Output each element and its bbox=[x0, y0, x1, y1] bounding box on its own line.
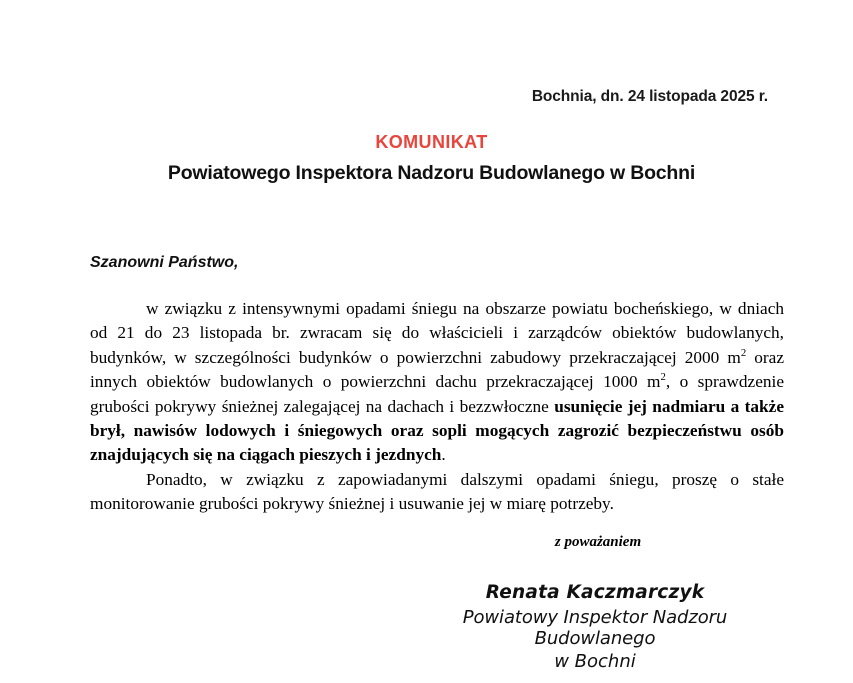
paragraph1-part4: . bbox=[441, 445, 446, 465]
signatory-role-line-1: Powiatowy Inspektor Nadzoru Budowlanego bbox=[462, 607, 728, 649]
signatory-name: Renata Kaczmarczyk bbox=[485, 582, 705, 603]
body-text bbox=[90, 297, 784, 517]
body-paragraph-2: Ponadto, w związku z zapowiadanymi dalszymi opadami śniegu, proszę o stałe monitorowanie grubości pokrywy śnieżnej i usuwanie jej w miarę potrzeby. bbox=[90, 469, 784, 514]
signature-block bbox=[400, 534, 790, 672]
paragraph1-superscript-1: 2 bbox=[740, 347, 747, 360]
date-line: Bochnia, dn. 24 listopada 2025 r. bbox=[531, 88, 768, 105]
page-title: KOMUNIKAT bbox=[375, 132, 488, 152]
salutation: Szanowni Państwo, bbox=[90, 254, 239, 271]
paragraph1-part1: w związku z intensywnymi opadami śniegu na obszarze powiatu bocheńskiego, w dniach od 21 do 23 listopada br. zwracam się do właścicieli i zarządców obiektów budowlanych, budynków, w szczególności budynków o powierzchni zabudowy przekraczającej 2000 m bbox=[90, 299, 784, 367]
signature-regards: z poważaniem bbox=[554, 534, 642, 550]
body-paragraph-1 bbox=[90, 297, 784, 468]
paragraph1-part3: , o sprawdzenie grubości pokrywy śnieżnej zalegającej na dachach i bezzwłoczne bbox=[90, 372, 785, 416]
paragraph1-emphasis: usunięcie jej nadmiaru a także brył, nawisów lodowych i śniegowych oraz sopli mogących zagrozić bezpieczeństwu osób znajdujących się na ciągach pieszych i jezdnych bbox=[90, 396, 784, 465]
paragraph1-part2: oraz innych obiektów budowlanych o powierzchni dachu przekraczającej 1000 m bbox=[90, 347, 784, 392]
title-block bbox=[0, 132, 853, 185]
paragraph1-superscript-2: 2 bbox=[660, 371, 666, 384]
signatory-role-line-2: w Bochni bbox=[554, 651, 636, 672]
page-subtitle: Powiatowego Inspektora Nadzoru Budowlanego w Bochni bbox=[167, 162, 696, 184]
